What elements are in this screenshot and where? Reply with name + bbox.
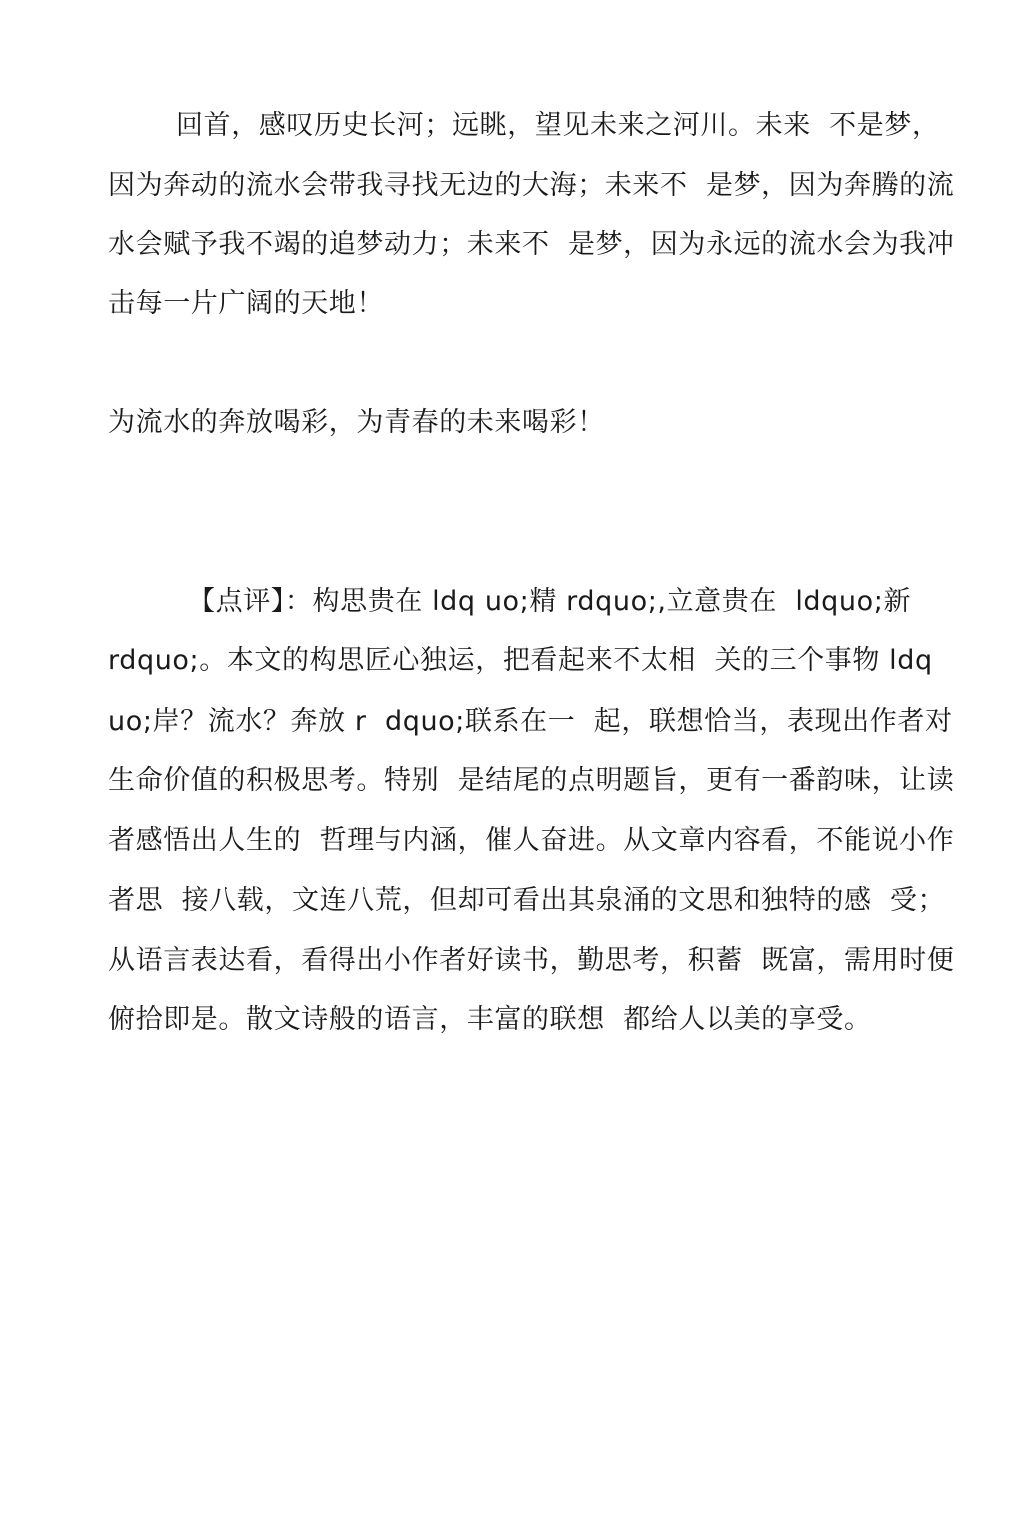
commentary-line-6: 者思 接八载，文连八荒，但却可看出其泉涌的文思和独特的感 受； xyxy=(108,885,946,916)
commentary-line-2: rdquo;。本文的构思匠心独运，把看起来不太相 关的三个事物 ldq xyxy=(108,645,933,676)
commentary-line-7: 从语言表达看，看得出小作者好读书，勤思考，积蓄 既富，需用时便 xyxy=(108,945,955,976)
paragraph1-line-4: 击每一片广阔的天地！ xyxy=(108,288,384,319)
paragraph1-line-3: 水会赋予我不竭的追梦动力；未来不 是梦，因为永远的流水会为我冲 xyxy=(108,229,955,260)
commentary-line-8: 俯拾即是。散文诗般的语言，丰富的联想 都给人以美的享受。 xyxy=(108,1004,872,1035)
commentary-line-5: 者感悟出人生的 哲理与内涵，催人奋进。从文章内容看，不能说小作 xyxy=(108,825,955,856)
paragraph1-line-2: 因为奔动的流水会带我寻找无边的大海；未来不 是梦，因为奔腾的流 xyxy=(108,170,955,201)
paragraph2-line: 为流水的奔放喝彩，为青春的未来喝彩！ xyxy=(108,407,605,438)
commentary-line-4: 生命价值的积极思考。特别 是结尾的点明题旨，更有一番韵味，让读 xyxy=(108,765,955,796)
commentary-line-3: uo;岸？流水？奔放 r dquo;联系在一 起，联想恰当，表现出作者对 xyxy=(108,706,953,737)
paragraph1-line-1: 回首，感叹历史长河；远眺，望见未来之河川。未来 不是梦， xyxy=(176,110,940,141)
commentary-line-1: 【点评】：构思贵在 ldq uo;精 rdquo;,立意贵在 ldquo;新 xyxy=(188,586,912,617)
